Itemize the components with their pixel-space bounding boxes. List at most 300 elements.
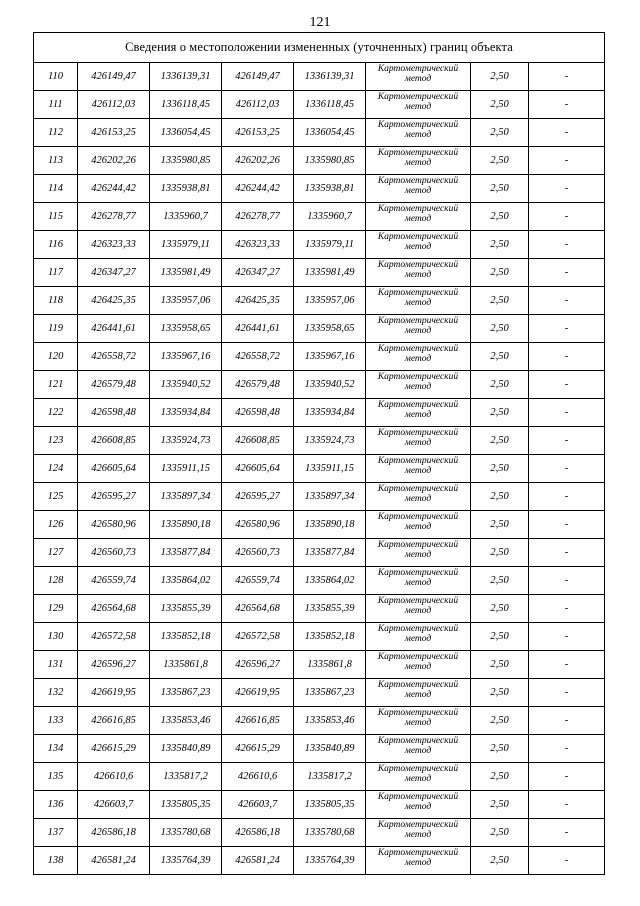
table-row	[34, 511, 605, 539]
table-row	[34, 287, 605, 315]
method-cell	[366, 847, 471, 875]
method-line-2: метод	[404, 858, 432, 868]
point-number-cell: 119	[34, 315, 78, 343]
point-number-cell: 116	[34, 231, 78, 259]
method-line-2: метод	[404, 326, 432, 336]
refined-x-cell: 426615,29	[222, 735, 294, 763]
existing-y-cell: 1335940,52	[150, 371, 222, 399]
refined-x-cell: 426560,73	[222, 539, 294, 567]
existing-x-cell: 426149,47	[78, 63, 150, 91]
accuracy-cell: 2,50	[471, 679, 529, 707]
point-number-cell: 123	[34, 427, 78, 455]
accuracy-cell: 2,50	[471, 427, 529, 455]
accuracy-cell: 2,50	[471, 315, 529, 343]
method-cell	[366, 287, 471, 315]
table-row	[34, 455, 605, 483]
method-line-2: метод	[404, 718, 432, 728]
table-row	[34, 315, 605, 343]
existing-x-cell: 426347,27	[78, 259, 150, 287]
description-cell: -	[529, 819, 605, 847]
point-number-cell: 131	[34, 651, 78, 679]
method-cell	[366, 371, 471, 399]
refined-y-cell: 1335764,39	[294, 847, 366, 875]
table-row	[34, 707, 605, 735]
existing-y-cell: 1335853,46	[150, 707, 222, 735]
refined-y-cell: 1335817,2	[294, 763, 366, 791]
accuracy-cell: 2,50	[471, 119, 529, 147]
existing-x-cell: 426581,24	[78, 847, 150, 875]
existing-y-cell: 1335867,23	[150, 679, 222, 707]
point-number-cell: 128	[34, 567, 78, 595]
method-cell	[366, 315, 471, 343]
table-body	[34, 63, 605, 875]
method-line-1: Картометрический	[377, 736, 459, 746]
existing-y-cell: 1336139,31	[150, 63, 222, 91]
accuracy-cell: 2,50	[471, 147, 529, 175]
existing-x-cell: 426560,73	[78, 539, 150, 567]
point-number-cell: 121	[34, 371, 78, 399]
refined-y-cell: 1335897,34	[294, 483, 366, 511]
existing-y-cell: 1335817,2	[150, 763, 222, 791]
refined-y-cell: 1335911,15	[294, 455, 366, 483]
refined-x-cell: 426598,48	[222, 399, 294, 427]
existing-y-cell: 1335911,15	[150, 455, 222, 483]
description-cell: -	[529, 399, 605, 427]
refined-x-cell: 426558,72	[222, 343, 294, 371]
description-cell: -	[529, 763, 605, 791]
accuracy-cell: 2,50	[471, 371, 529, 399]
table-row	[34, 595, 605, 623]
method-line-2: метод	[404, 270, 432, 280]
accuracy-cell: 2,50	[471, 707, 529, 735]
refined-y-cell: 1336118,45	[294, 91, 366, 119]
method-cell	[366, 539, 471, 567]
method-cell	[366, 623, 471, 651]
refined-x-cell: 426112,03	[222, 91, 294, 119]
refined-y-cell: 1335924,73	[294, 427, 366, 455]
table-row	[34, 567, 605, 595]
existing-x-cell: 426425,35	[78, 287, 150, 315]
method-cell	[366, 483, 471, 511]
method-line-1: Картометрический	[377, 344, 459, 354]
description-cell: -	[529, 567, 605, 595]
existing-x-cell: 426619,95	[78, 679, 150, 707]
method-cell	[366, 735, 471, 763]
existing-x-cell: 426586,18	[78, 819, 150, 847]
accuracy-cell: 2,50	[471, 623, 529, 651]
refined-x-cell: 426149,47	[222, 63, 294, 91]
method-line-1: Картометрический	[377, 820, 459, 830]
method-cell	[366, 259, 471, 287]
table-row	[34, 175, 605, 203]
existing-y-cell: 1335780,68	[150, 819, 222, 847]
accuracy-cell: 2,50	[471, 763, 529, 791]
table-row	[34, 91, 605, 119]
refined-x-cell: 426559,74	[222, 567, 294, 595]
accuracy-cell: 2,50	[471, 847, 529, 875]
point-number-cell: 112	[34, 119, 78, 147]
method-line-2: метод	[404, 186, 432, 196]
existing-y-cell: 1335979,11	[150, 231, 222, 259]
method-line-1: Картометрический	[377, 316, 459, 326]
method-line-2: метод	[404, 466, 432, 476]
method-line-1: Картометрический	[377, 540, 459, 550]
method-line-1: Картометрический	[377, 708, 459, 718]
refined-y-cell: 1335864,02	[294, 567, 366, 595]
table-row	[34, 651, 605, 679]
refined-y-cell: 1335861,8	[294, 651, 366, 679]
existing-y-cell: 1335840,89	[150, 735, 222, 763]
existing-x-cell: 426605,64	[78, 455, 150, 483]
method-cell	[366, 203, 471, 231]
method-line-2: метод	[404, 438, 432, 448]
point-number-cell: 137	[34, 819, 78, 847]
table-row	[34, 371, 605, 399]
existing-y-cell: 1335852,18	[150, 623, 222, 651]
refined-x-cell: 426595,27	[222, 483, 294, 511]
point-number-cell: 133	[34, 707, 78, 735]
accuracy-cell: 2,50	[471, 175, 529, 203]
existing-x-cell: 426559,74	[78, 567, 150, 595]
accuracy-cell: 2,50	[471, 483, 529, 511]
method-line-1: Картометрический	[377, 288, 459, 298]
method-line-1: Картометрический	[377, 456, 459, 466]
table-row	[34, 735, 605, 763]
boundary-coordinates-table	[33, 32, 605, 875]
existing-y-cell: 1335957,06	[150, 287, 222, 315]
table-row	[34, 679, 605, 707]
method-line-2: метод	[404, 690, 432, 700]
description-cell: -	[529, 91, 605, 119]
accuracy-cell: 2,50	[471, 595, 529, 623]
existing-y-cell: 1335890,18	[150, 511, 222, 539]
point-number-cell: 127	[34, 539, 78, 567]
method-cell	[366, 651, 471, 679]
method-line-2: метод	[404, 298, 432, 308]
existing-y-cell: 1335855,39	[150, 595, 222, 623]
point-number-cell: 134	[34, 735, 78, 763]
accuracy-cell: 2,50	[471, 455, 529, 483]
existing-x-cell: 426579,48	[78, 371, 150, 399]
accuracy-cell: 2,50	[471, 567, 529, 595]
method-line-1: Картометрический	[377, 428, 459, 438]
point-number-cell: 130	[34, 623, 78, 651]
point-number-cell: 126	[34, 511, 78, 539]
description-cell: -	[529, 623, 605, 651]
description-cell: -	[529, 287, 605, 315]
refined-y-cell: 1335981,49	[294, 259, 366, 287]
accuracy-cell: 2,50	[471, 651, 529, 679]
accuracy-cell: 2,50	[471, 231, 529, 259]
refined-x-cell: 426619,95	[222, 679, 294, 707]
description-cell: -	[529, 231, 605, 259]
table-row	[34, 539, 605, 567]
accuracy-cell: 2,50	[471, 819, 529, 847]
existing-x-cell: 426564,68	[78, 595, 150, 623]
table-row	[34, 203, 605, 231]
method-line-1: Картометрический	[377, 652, 459, 662]
refined-x-cell: 426616,85	[222, 707, 294, 735]
refined-x-cell: 426278,77	[222, 203, 294, 231]
accuracy-cell: 2,50	[471, 539, 529, 567]
method-cell	[366, 147, 471, 175]
refined-x-cell: 426425,35	[222, 287, 294, 315]
table-row	[34, 623, 605, 651]
refined-x-cell: 426603,7	[222, 791, 294, 819]
description-cell: -	[529, 63, 605, 91]
method-line-1: Картометрический	[377, 260, 459, 270]
method-line-1: Картометрический	[377, 176, 459, 186]
refined-x-cell: 426564,68	[222, 595, 294, 623]
existing-x-cell: 426580,96	[78, 511, 150, 539]
existing-y-cell: 1335764,39	[150, 847, 222, 875]
method-line-2: метод	[404, 214, 432, 224]
refined-x-cell: 426153,25	[222, 119, 294, 147]
existing-x-cell: 426323,33	[78, 231, 150, 259]
accuracy-cell: 2,50	[471, 511, 529, 539]
method-line-2: метод	[404, 774, 432, 784]
accuracy-cell: 2,50	[471, 343, 529, 371]
point-number-cell: 110	[34, 63, 78, 91]
method-line-2: метод	[404, 606, 432, 616]
existing-x-cell: 426615,29	[78, 735, 150, 763]
point-number-cell: 117	[34, 259, 78, 287]
table-row	[34, 119, 605, 147]
refined-x-cell: 426580,96	[222, 511, 294, 539]
point-number-cell: 132	[34, 679, 78, 707]
method-line-1: Картометрический	[377, 92, 459, 102]
refined-y-cell: 1335867,23	[294, 679, 366, 707]
description-cell: -	[529, 343, 605, 371]
method-line-1: Картометрический	[377, 120, 459, 130]
existing-y-cell: 1335958,65	[150, 315, 222, 343]
method-cell	[366, 399, 471, 427]
existing-x-cell: 426616,85	[78, 707, 150, 735]
method-cell	[366, 91, 471, 119]
refined-x-cell: 426244,42	[222, 175, 294, 203]
refined-y-cell: 1336139,31	[294, 63, 366, 91]
method-line-1: Картометрический	[377, 848, 459, 858]
table-row	[34, 343, 605, 371]
refined-x-cell: 426596,27	[222, 651, 294, 679]
refined-y-cell: 1335840,89	[294, 735, 366, 763]
method-cell	[366, 595, 471, 623]
refined-y-cell: 1335960,7	[294, 203, 366, 231]
point-number-cell: 138	[34, 847, 78, 875]
refined-y-cell: 1335855,39	[294, 595, 366, 623]
accuracy-cell: 2,50	[471, 791, 529, 819]
method-line-2: метод	[404, 354, 432, 364]
existing-x-cell: 426595,27	[78, 483, 150, 511]
method-line-1: Картометрический	[377, 372, 459, 382]
existing-y-cell: 1335967,16	[150, 343, 222, 371]
existing-x-cell: 426598,48	[78, 399, 150, 427]
method-line-1: Картометрический	[377, 568, 459, 578]
point-number-cell: 122	[34, 399, 78, 427]
point-number-cell: 124	[34, 455, 78, 483]
existing-x-cell: 426278,77	[78, 203, 150, 231]
point-number-cell: 114	[34, 175, 78, 203]
existing-y-cell: 1336054,45	[150, 119, 222, 147]
existing-x-cell: 426441,61	[78, 315, 150, 343]
method-line-2: метод	[404, 802, 432, 812]
existing-y-cell: 1335897,34	[150, 483, 222, 511]
existing-x-cell: 426572,58	[78, 623, 150, 651]
refined-y-cell: 1335967,16	[294, 343, 366, 371]
description-cell: -	[529, 707, 605, 735]
method-line-1: Картометрический	[377, 400, 459, 410]
page-number: 121	[309, 15, 331, 30]
table-row	[34, 147, 605, 175]
table-row	[34, 427, 605, 455]
refined-y-cell: 1335934,84	[294, 399, 366, 427]
existing-y-cell: 1336118,45	[150, 91, 222, 119]
existing-x-cell: 426244,42	[78, 175, 150, 203]
method-line-1: Картометрический	[377, 64, 459, 74]
method-cell	[366, 427, 471, 455]
existing-x-cell: 426558,72	[78, 343, 150, 371]
method-cell	[366, 231, 471, 259]
existing-y-cell: 1335960,7	[150, 203, 222, 231]
method-line-1: Картометрический	[377, 764, 459, 774]
refined-x-cell: 426610,6	[222, 763, 294, 791]
description-cell: -	[529, 427, 605, 455]
method-cell	[366, 567, 471, 595]
method-line-1: Картометрический	[377, 204, 459, 214]
accuracy-cell: 2,50	[471, 63, 529, 91]
existing-x-cell: 426610,6	[78, 763, 150, 791]
method-cell	[366, 763, 471, 791]
method-cell	[366, 63, 471, 91]
table-row	[34, 847, 605, 875]
method-line-1: Картометрический	[377, 512, 459, 522]
method-line-2: метод	[404, 242, 432, 252]
existing-x-cell: 426153,25	[78, 119, 150, 147]
existing-x-cell: 426596,27	[78, 651, 150, 679]
point-number-cell: 113	[34, 147, 78, 175]
existing-y-cell: 1335864,02	[150, 567, 222, 595]
method-line-2: метод	[404, 550, 432, 560]
method-cell	[366, 455, 471, 483]
method-cell	[366, 119, 471, 147]
method-cell	[366, 175, 471, 203]
description-cell: -	[529, 175, 605, 203]
refined-x-cell: 426579,48	[222, 371, 294, 399]
existing-x-cell: 426112,03	[78, 91, 150, 119]
description-cell: -	[529, 259, 605, 287]
point-number-cell: 115	[34, 203, 78, 231]
method-cell	[366, 707, 471, 735]
description-cell: -	[529, 315, 605, 343]
table-row	[34, 483, 605, 511]
table-title: Сведения о местоположении измененных (уточненных) границ объекта	[34, 33, 605, 63]
refined-x-cell: 426586,18	[222, 819, 294, 847]
method-line-2: метод	[404, 410, 432, 420]
table-row	[34, 259, 605, 287]
refined-x-cell: 426608,85	[222, 427, 294, 455]
refined-y-cell: 1335957,06	[294, 287, 366, 315]
description-cell: -	[529, 147, 605, 175]
accuracy-cell: 2,50	[471, 203, 529, 231]
description-cell: -	[529, 791, 605, 819]
method-line-2: метод	[404, 634, 432, 644]
method-line-1: Картометрический	[377, 680, 459, 690]
method-line-2: метод	[404, 578, 432, 588]
table-row	[34, 399, 605, 427]
method-cell	[366, 343, 471, 371]
point-number-cell: 111	[34, 91, 78, 119]
description-cell: -	[529, 371, 605, 399]
refined-y-cell: 1336054,45	[294, 119, 366, 147]
point-number-cell: 118	[34, 287, 78, 315]
existing-y-cell: 1335981,49	[150, 259, 222, 287]
accuracy-cell: 2,50	[471, 91, 529, 119]
method-line-2: метод	[404, 522, 432, 532]
method-cell	[366, 511, 471, 539]
method-line-2: метод	[404, 130, 432, 140]
description-cell: -	[529, 539, 605, 567]
refined-x-cell: 426323,33	[222, 231, 294, 259]
existing-x-cell: 426202,26	[78, 147, 150, 175]
refined-x-cell: 426202,26	[222, 147, 294, 175]
refined-y-cell: 1335958,65	[294, 315, 366, 343]
existing-y-cell: 1335877,84	[150, 539, 222, 567]
table-row	[34, 63, 605, 91]
method-line-2: метод	[404, 74, 432, 84]
refined-y-cell: 1335980,85	[294, 147, 366, 175]
table-row	[34, 791, 605, 819]
refined-x-cell: 426605,64	[222, 455, 294, 483]
point-number-cell: 136	[34, 791, 78, 819]
existing-y-cell: 1335924,73	[150, 427, 222, 455]
accuracy-cell: 2,50	[471, 287, 529, 315]
refined-y-cell: 1335805,35	[294, 791, 366, 819]
existing-y-cell: 1335938,81	[150, 175, 222, 203]
description-cell: -	[529, 203, 605, 231]
existing-y-cell: 1335934,84	[150, 399, 222, 427]
existing-y-cell: 1335805,35	[150, 791, 222, 819]
method-line-2: метод	[404, 746, 432, 756]
existing-x-cell: 426603,7	[78, 791, 150, 819]
description-cell: -	[529, 735, 605, 763]
refined-y-cell: 1335940,52	[294, 371, 366, 399]
method-line-1: Картометрический	[377, 148, 459, 158]
table-row	[34, 231, 605, 259]
refined-x-cell: 426572,58	[222, 623, 294, 651]
method-line-1: Картометрический	[377, 792, 459, 802]
refined-x-cell: 426441,61	[222, 315, 294, 343]
description-cell: -	[529, 679, 605, 707]
description-cell: -	[529, 455, 605, 483]
method-line-1: Картометрический	[377, 624, 459, 634]
method-line-2: метод	[404, 830, 432, 840]
refined-y-cell: 1335780,68	[294, 819, 366, 847]
refined-y-cell: 1335852,18	[294, 623, 366, 651]
method-cell	[366, 791, 471, 819]
method-line-1: Картометрический	[377, 484, 459, 494]
refined-x-cell: 426347,27	[222, 259, 294, 287]
method-line-1: Картометрический	[377, 596, 459, 606]
point-number-cell: 129	[34, 595, 78, 623]
method-line-2: метод	[404, 158, 432, 168]
table-row	[34, 763, 605, 791]
point-number-cell: 125	[34, 483, 78, 511]
refined-y-cell: 1335853,46	[294, 707, 366, 735]
method-line-2: метод	[404, 494, 432, 504]
accuracy-cell: 2,50	[471, 399, 529, 427]
description-cell: -	[529, 651, 605, 679]
method-line-2: метод	[404, 102, 432, 112]
